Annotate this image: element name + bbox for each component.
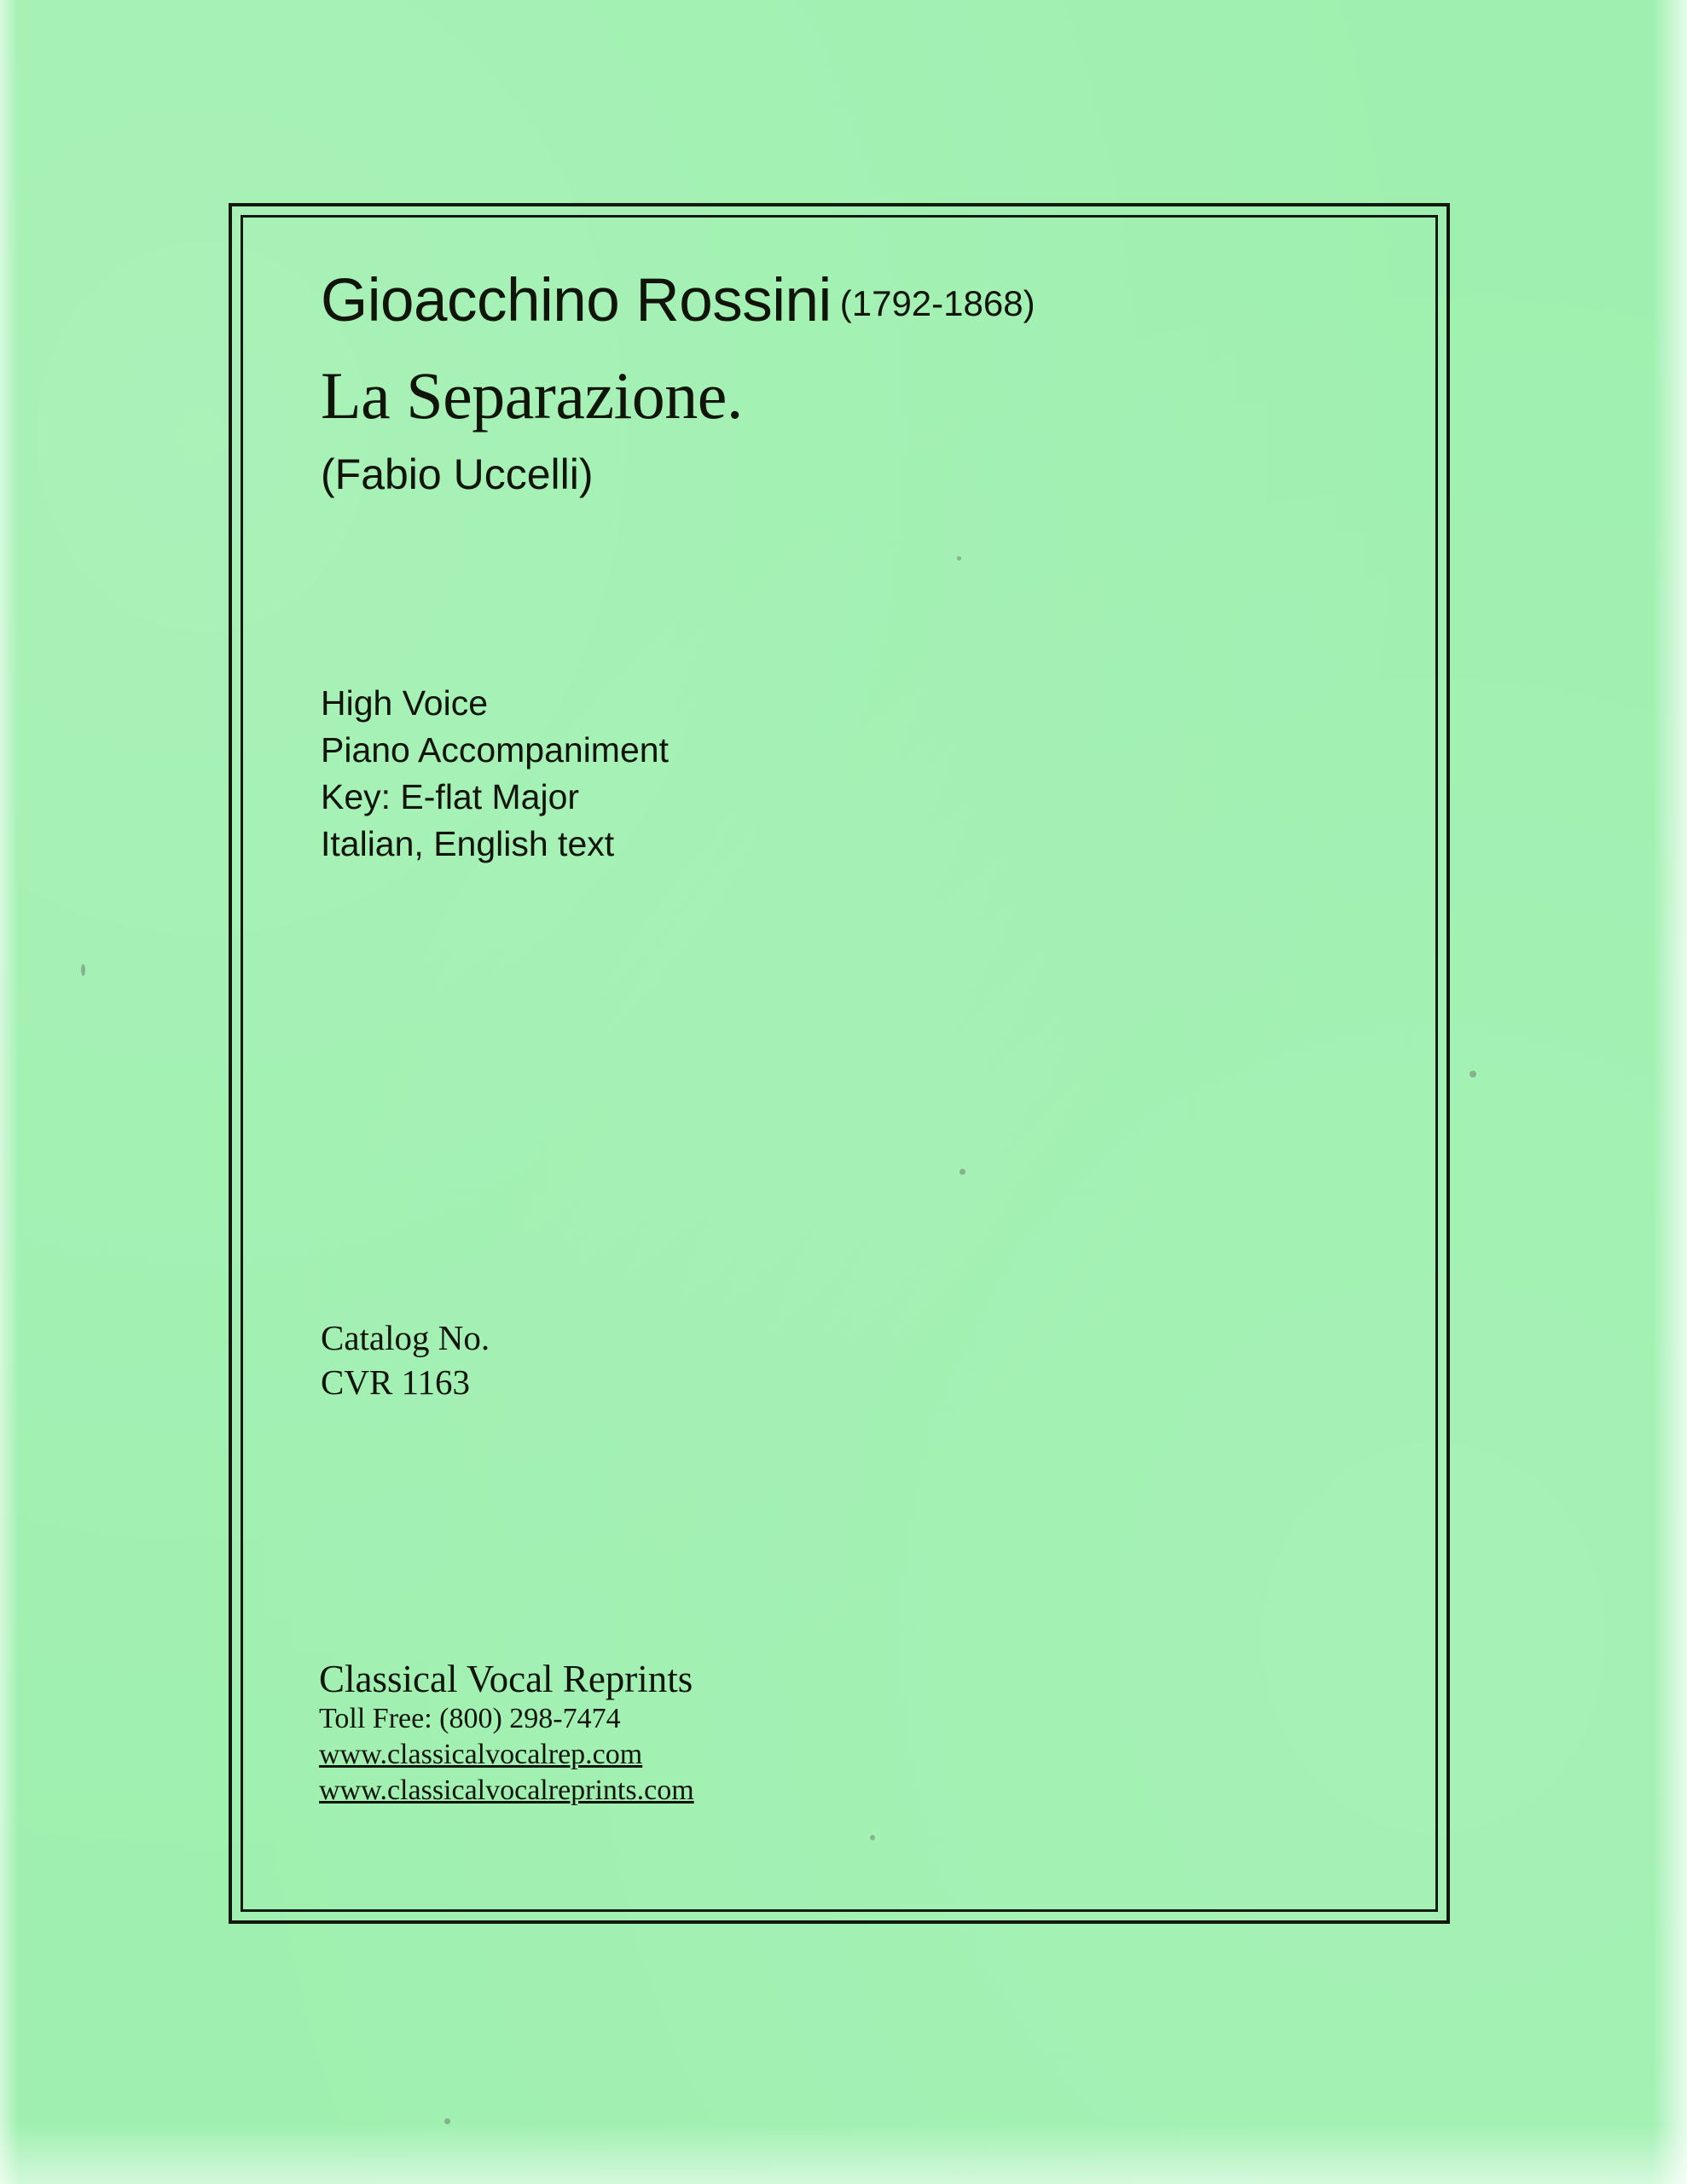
spec-accompaniment: Piano Accompaniment (321, 730, 669, 770)
publisher-website-secondary[interactable]: www.classicalvocalreprints.com (319, 1774, 694, 1806)
composer-name: Gioacchino Rossini (321, 267, 832, 334)
page-subtitle: (Fabio Uccelli) (321, 450, 594, 498)
specifications-list (321, 680, 669, 868)
scan-speck (1470, 1071, 1476, 1077)
scan-edge-bottom (0, 2124, 1687, 2184)
cover-border-inner (241, 215, 1438, 1912)
publisher-block (319, 1657, 694, 1809)
spec-text-languages: Italian, English text (321, 824, 615, 863)
scan-speck (444, 2118, 450, 2124)
scan-edge-left (0, 0, 19, 2184)
spec-voice: High Voice (321, 683, 489, 723)
publisher-name: Classical Vocal Reprints (319, 1658, 693, 1700)
page-title: La Separazione. (321, 358, 743, 433)
publisher-website-primary[interactable]: www.classicalvocalrep.com (319, 1739, 643, 1770)
composer-line (321, 266, 1035, 335)
scan-speck (81, 964, 85, 976)
scan-edge-right (1653, 0, 1687, 2184)
catalog-block (321, 1316, 490, 1404)
spec-key: Key: E-flat Major (321, 777, 580, 816)
catalog-label: Catalog No. (321, 1318, 490, 1357)
composer-dates: (1792-1868) (839, 283, 1035, 323)
catalog-number: CVR 1163 (321, 1362, 471, 1402)
publisher-phone: Toll Free: (800) 298-7474 (319, 1703, 621, 1734)
cover-content (261, 236, 1420, 1894)
cover-border-outer (229, 203, 1450, 1924)
